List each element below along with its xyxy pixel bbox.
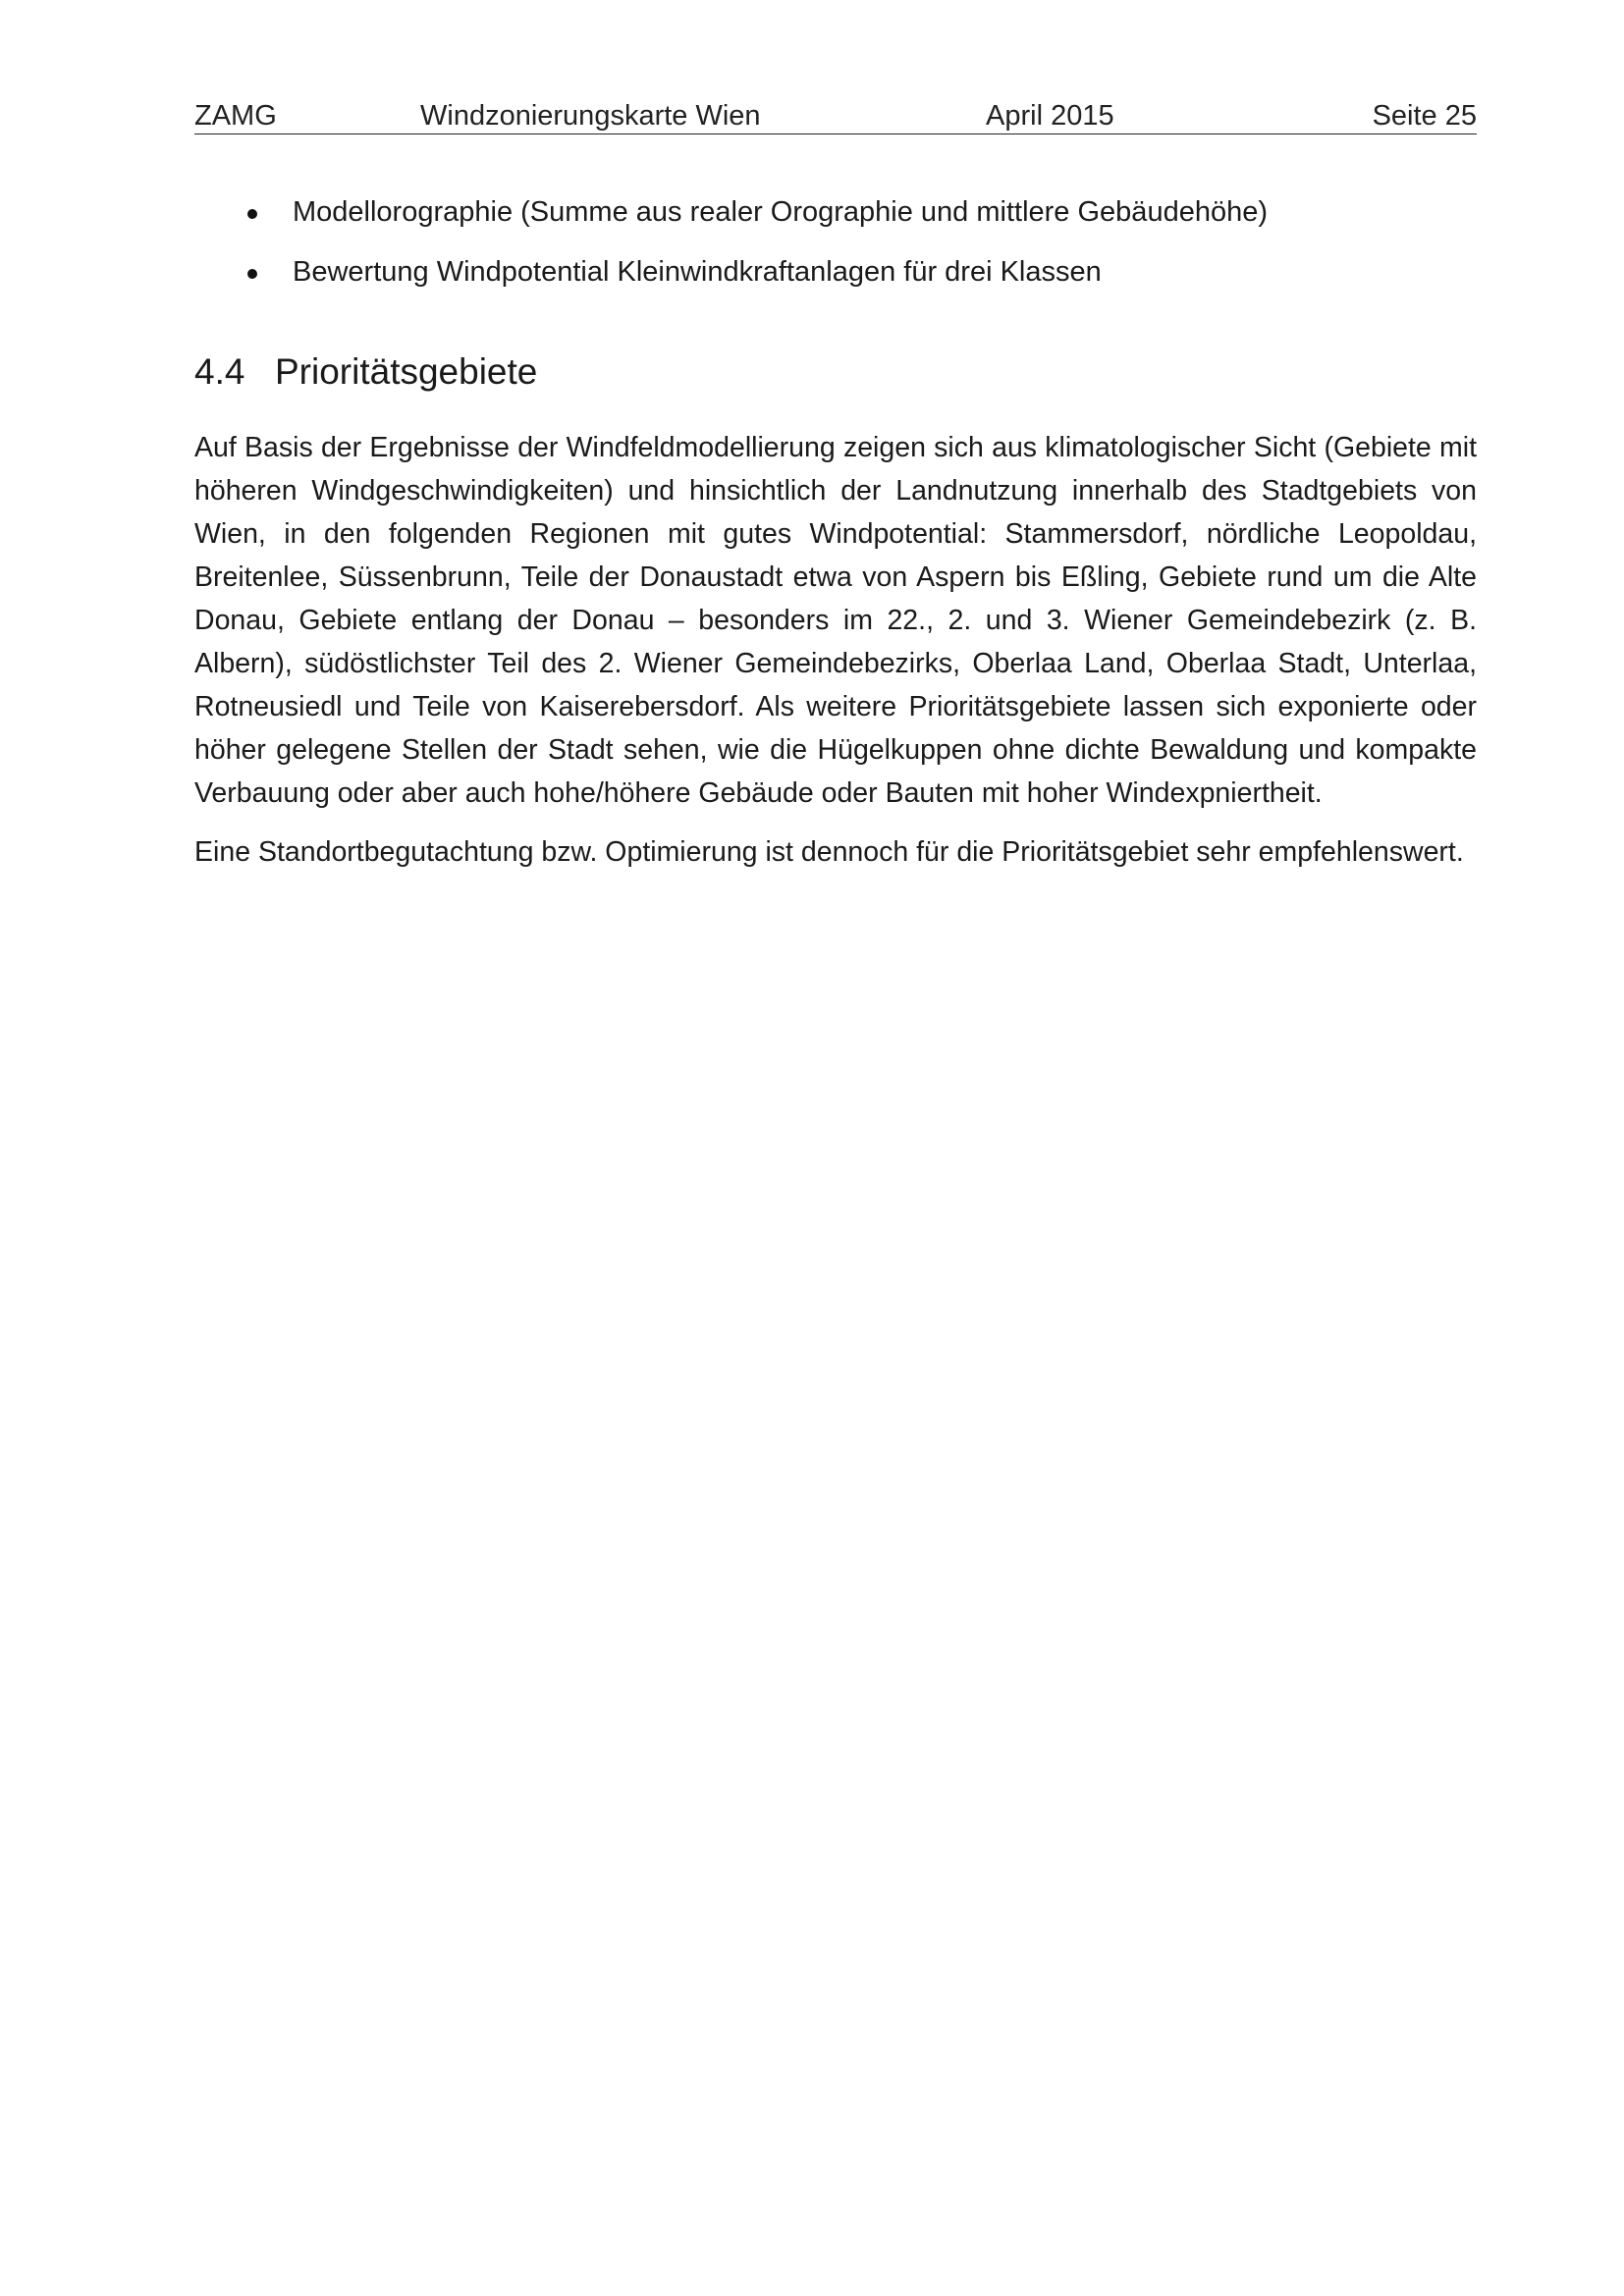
- bullet-icon: [247, 209, 257, 219]
- section-title: Prioritätsgebiete: [275, 351, 538, 392]
- bullet-icon: [247, 269, 257, 279]
- paragraph: Auf Basis der Ergebnisse der Windfeldmodellierung zeigen sich aus klimatologischer Sicht (Gebiete mit höheren Windgeschwindigkeiten) und hinsichtlich der Landnutzung innerhalb des Stadtgebiets von Wien, in den folgenden Regionen mit gutes Windpotential: Stammersdorf, nördliche Leopoldau, Breitenlee, Süssenbrunn, Teile der Donaustadt etwa von Aspern bis Eßling, Gebiete rund um die Alte Donau, Gebiete entlang der Donau – besonders im 22., 2. und 3. Wiener Gemeindebezirk (z. B. Albern), südöstlichster Teil des 2. Wiener Gemeindebezirks, Oberlaa Land, Oberlaa Stadt, Unterlaa, Rotneusiedl und Teile von Kaiserebersdorf. Als weitere Prioritätsgebiete lassen sich exponierte oder höher gelegene Stellen der Stadt sehen, wie die Hügelkuppen ohne dichte Bewaldung und kompakte Verbauung oder aber auch hohe/höhere Gebäude oder Bauten mit hoher Windexpniertheit.: [194, 432, 1477, 809]
- page-header: [194, 98, 1477, 134]
- section-number: 4.4: [194, 351, 245, 392]
- header-date: April 2015: [986, 100, 1114, 132]
- section-body: [194, 426, 1477, 889]
- paragraph: Eine Standortbegutachtung bzw. Optimierung ist dennoch für die Prioritätsgebiet sehr empfehlenswert.: [194, 836, 1464, 868]
- list-item-text: Bewertung Windpotential Kleinwindkraftanlagen für drei Klassen: [293, 256, 1102, 288]
- header-page-number: Seite 25: [1372, 100, 1477, 132]
- header-organization: ZAMG: [194, 100, 277, 132]
- header-document-title: Windzonierungskarte Wien: [420, 100, 761, 132]
- list-item: [194, 252, 1477, 292]
- section-heading: [194, 347, 537, 397]
- list-item-text: Modellorographie (Summe aus realer Orographie und mittlere Gebäudehöhe): [293, 196, 1268, 228]
- list-item: [194, 192, 1477, 232]
- bullet-list: [194, 192, 1477, 312]
